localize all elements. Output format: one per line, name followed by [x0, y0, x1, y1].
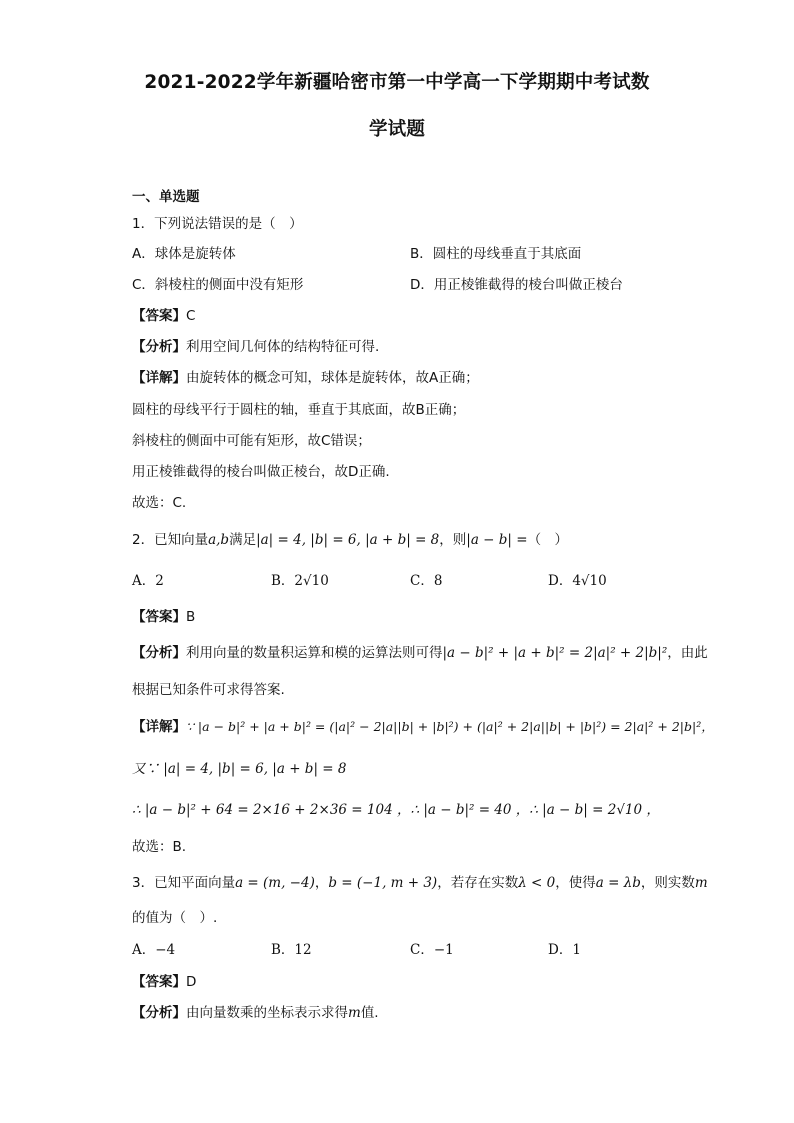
- q2-option-b: B．2√10: [271, 573, 329, 589]
- condition-formula: |a| = 4, |b| = 6, |a + b| = 8: [256, 532, 440, 548]
- q2-stem: [132, 530, 568, 550]
- q1-choose: 故选：C.: [132, 495, 187, 511]
- document-title-line1: 2021-2022学年新疆哈密市第一中学高一下学期期中考试数: [144, 72, 650, 93]
- stem-text: ，则: [439, 532, 467, 548]
- stem-text: 满足: [229, 532, 257, 548]
- q2-again: 又∵ |a| = 4, |b| = 6, |a + b| = 8: [132, 761, 347, 777]
- vector-b-formula: b = (−1, m + 3): [328, 875, 438, 891]
- q3-option-b: B．12: [271, 942, 312, 958]
- stem-text: ，则实数: [640, 875, 695, 891]
- q3-answer: [132, 972, 196, 992]
- variable-m: m: [694, 875, 708, 891]
- q2-detail: [132, 717, 714, 737]
- q2-answer: [132, 607, 195, 627]
- q3-analysis: [132, 1003, 379, 1023]
- document-title-line2: 学试题: [368, 119, 426, 140]
- q2-option-d: D．4√10: [548, 573, 607, 589]
- q1-detail-line4: 用正棱锥截得的棱台叫做正棱台，故D正确.: [132, 464, 390, 480]
- analysis-text: 值.: [360, 1005, 379, 1021]
- answer-tag: 【答案】: [132, 609, 186, 625]
- q1-stem: 1．下列说法错误的是（ ）: [132, 216, 303, 232]
- relation-formula: a = λb: [595, 875, 641, 891]
- stem-text: ，使得: [555, 875, 596, 891]
- q1-detail-line3: 斜棱柱的侧面中可能有矩形，故C错误；: [132, 433, 371, 449]
- stem-text: 2．已知向量: [132, 532, 209, 548]
- q2-calc: ∴ |a − b|² + 64 = 2×16 + 2×36 = 104 ，∴ |a − b|² = 40 ，∴ |a − b| = 2√10 ，: [132, 802, 660, 818]
- q1-detail: [132, 368, 479, 388]
- section-heading: 一、单选题: [132, 189, 200, 205]
- q3-option-d: D．1: [548, 942, 581, 958]
- detail-tag: 【详解】: [132, 719, 186, 735]
- analysis-formula: |a − b|² + |a + b|² = 2|a|² + 2|b|²: [442, 645, 668, 661]
- answer-value: C: [186, 308, 196, 324]
- q1-detail-line2: 圆柱的母线平行于圆柱的轴，垂直于其底面，故B正确；: [132, 402, 466, 418]
- answer-value: B: [186, 609, 196, 625]
- q1-option-a: A．球体是旋转体: [132, 246, 236, 262]
- analysis-text: 利用向量的数量积运算和模的运算法则可得: [186, 645, 443, 661]
- q1-option-d: D．用正棱锥截得的棱台叫做正棱台: [410, 277, 623, 293]
- vector-a-formula: a = (m, −4): [235, 875, 315, 891]
- analysis-tag: 【分析】: [132, 1005, 186, 1021]
- q1-option-c: C．斜棱柱的侧面中没有矩形: [132, 277, 304, 293]
- ask-formula: |a − b| =: [466, 532, 528, 548]
- analysis-text: 利用空间几何体的结构特征可得.: [186, 339, 380, 355]
- stem-text: ，: [314, 875, 329, 891]
- q2-option-c: C．8: [410, 573, 443, 589]
- answer-tag: 【答案】: [132, 308, 186, 324]
- detail-tag: 【详解】: [132, 370, 186, 386]
- vector-vars: a,b: [208, 532, 230, 548]
- detail-formula: ∵ |a − b|² + |a + b|² = (|a|² − 2|a||b| + |b|²) + (|a|² + 2|a||b| + |b|²) = 2|a|² + 2|b|²，: [186, 719, 714, 734]
- q2-analysis-line2: 根据已知条件可求得答案.: [132, 682, 285, 698]
- q1-answer: [132, 306, 195, 326]
- q2-analysis: [132, 643, 708, 663]
- answer-tag: 【答案】: [132, 974, 186, 990]
- variable-m: m: [348, 1005, 361, 1021]
- detail-text: 由旋转体的概念可知，球体是旋转体，故A正确；: [186, 370, 479, 386]
- q3-stem-line2: 的值为（ ）.: [132, 910, 218, 926]
- analysis-tag: 【分析】: [132, 645, 186, 661]
- q3-option-c: C．−1: [410, 942, 454, 958]
- analysis-text: ，由此: [667, 645, 708, 661]
- stem-text: 3．已知平面向量: [132, 875, 236, 891]
- q1-option-b: B．圆柱的母线垂直于其底面: [410, 246, 582, 262]
- q2-choose: 故选：B.: [132, 839, 187, 855]
- analysis-text: 由向量数乘的坐标表示求得: [186, 1005, 348, 1021]
- stem-text: ，若存在实数: [437, 875, 519, 891]
- analysis-tag: 【分析】: [132, 339, 186, 355]
- lambda-formula: λ < 0: [518, 875, 556, 891]
- stem-text: （ ）: [527, 532, 569, 548]
- answer-value: D: [186, 974, 197, 990]
- q2-option-a: A．2: [132, 573, 164, 589]
- q3-stem: [132, 873, 708, 893]
- q3-option-a: A．−4: [132, 942, 176, 958]
- q1-analysis: [132, 337, 379, 357]
